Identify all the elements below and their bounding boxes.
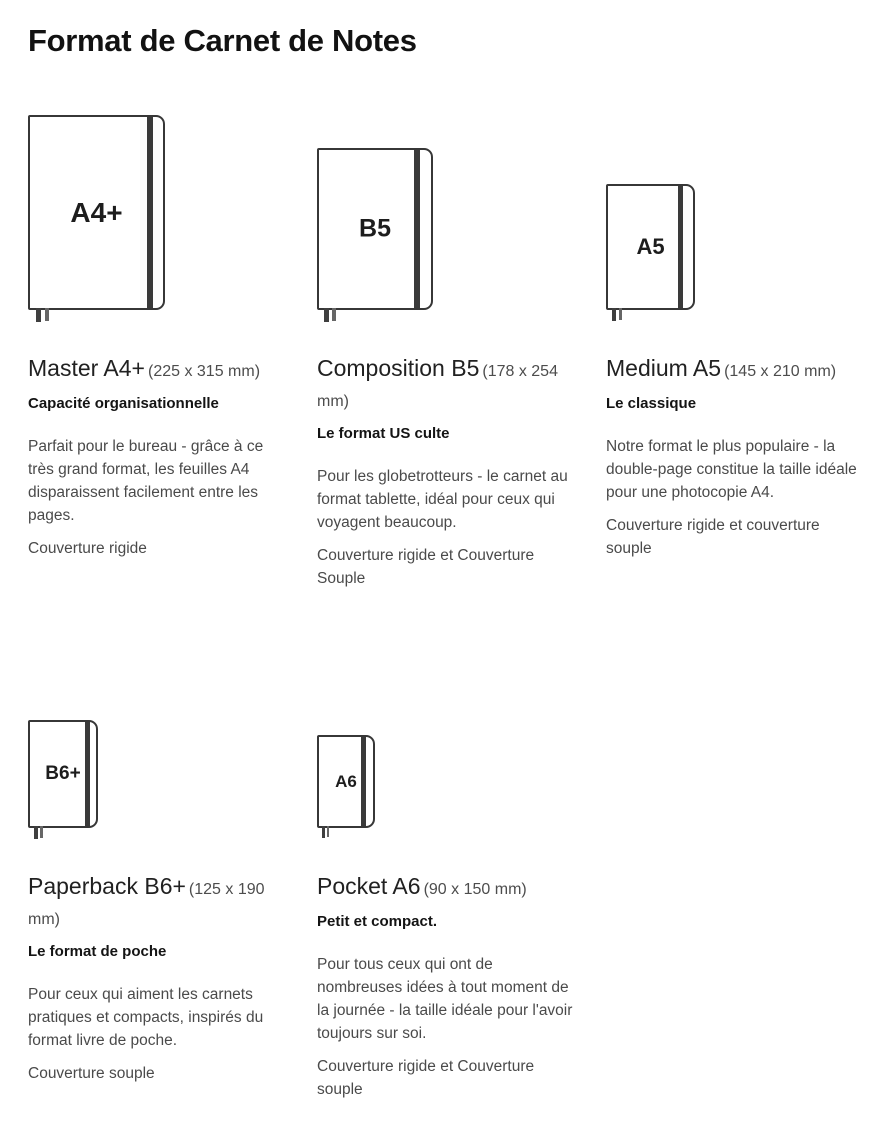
product-tagline: Le format US culte bbox=[317, 425, 450, 442]
product-dimensions: (225 x 315 mm) bbox=[147, 363, 261, 380]
bookmark-ribbon-icon bbox=[34, 826, 38, 839]
product-card-pocket-a6 bbox=[317, 720, 577, 1101]
notebook-size-label: B6+ bbox=[45, 763, 81, 784]
product-card-master-a4plus bbox=[28, 115, 288, 560]
notebook-size-label: A5 bbox=[636, 234, 665, 259]
notebook-figure-b6plus bbox=[28, 720, 288, 842]
product-description: Pour ceux qui aiment les carnets pratiques et compacts, inspirés du format livre de poche. bbox=[28, 986, 264, 1049]
notebook-figure-b5 bbox=[317, 115, 577, 324]
format-row-2 bbox=[28, 720, 864, 1101]
elastic-band-icon bbox=[361, 737, 366, 826]
product-description: Pour tous ceux qui ont de nombreuses idées à tout moment de la journée - la taille idéale pour l'avoir toujours sur soi. bbox=[317, 956, 573, 1042]
product-cover-options: Couverture rigide et couverture souple bbox=[606, 517, 820, 557]
product-name bbox=[28, 873, 288, 933]
page-container bbox=[0, 23, 890, 1101]
product-description: Pour les globetrotteurs - le carnet au format tablette, idéal pour ceux qui voyagent beaucoup. bbox=[317, 468, 568, 531]
product-cover-options: Couverture rigide et Couverture Souple bbox=[317, 547, 535, 587]
product-name bbox=[317, 355, 577, 415]
product-cover-options: Couverture rigide bbox=[28, 540, 147, 557]
elastic-band-icon bbox=[85, 722, 90, 826]
notebook-illustration-a4plus bbox=[28, 115, 165, 310]
notebook-size-label: A4+ bbox=[70, 196, 123, 228]
product-dimensions: (178 x 254 mm) bbox=[317, 363, 558, 410]
elastic-band-icon bbox=[678, 186, 683, 308]
format-row-1 bbox=[28, 115, 864, 590]
product-tagline: Capacité organisationnelle bbox=[28, 395, 219, 412]
notebook-illustration-a5 bbox=[606, 184, 695, 310]
product-card-paperback-b6plus bbox=[28, 720, 288, 1085]
product-dimensions: (125 x 190 mm) bbox=[28, 881, 265, 928]
elastic-band-icon bbox=[147, 117, 153, 308]
bookmark-ribbon-icon bbox=[36, 308, 41, 322]
elastic-band-icon bbox=[414, 150, 420, 308]
product-name-text: Pocket A6 bbox=[317, 873, 421, 899]
notebook-size-label: A6 bbox=[335, 771, 357, 791]
product-dimensions: (90 x 150 mm) bbox=[423, 881, 527, 898]
product-tagline: Le format de poche bbox=[28, 943, 167, 960]
bookmark-ribbon-icon bbox=[40, 826, 43, 838]
notebook-figure-a4plus bbox=[28, 115, 288, 324]
notebook-illustration-b6plus bbox=[28, 720, 98, 828]
product-description: Parfait pour le bureau - grâce à ce très grand format, les feuilles A4 disparaissent facilement entre les pages. bbox=[28, 438, 264, 524]
notebook-size-label: B5 bbox=[359, 214, 391, 243]
page-title: Format de Carnet de Notes bbox=[28, 23, 417, 58]
bookmark-ribbon-icon bbox=[322, 826, 325, 838]
bookmark-ribbon-icon bbox=[619, 308, 622, 320]
product-dimensions: (145 x 210 mm) bbox=[724, 363, 837, 380]
product-name-text: Master A4+ bbox=[28, 355, 145, 381]
product-description: Notre format le plus populaire - la double-page constitue la taille idéale pour une photocopie A4. bbox=[606, 438, 857, 501]
product-tagline: Le classique bbox=[606, 395, 697, 412]
product-name bbox=[28, 355, 288, 385]
bookmark-ribbon-icon bbox=[332, 308, 336, 321]
product-name-text: Composition B5 bbox=[317, 355, 480, 381]
notebook-illustration-a6 bbox=[317, 735, 375, 828]
notebook-figure-a6 bbox=[317, 720, 577, 842]
bookmark-ribbon-icon bbox=[612, 308, 616, 321]
product-name-text: Medium A5 bbox=[606, 355, 722, 381]
product-card-medium-a5 bbox=[606, 115, 866, 560]
bookmark-ribbon-icon bbox=[324, 308, 329, 322]
notebook-figure-a5 bbox=[606, 115, 866, 324]
bookmark-ribbon-icon bbox=[327, 826, 329, 837]
notebook-illustration-b5 bbox=[317, 148, 433, 310]
product-cover-options: Couverture souple bbox=[28, 1065, 155, 1082]
product-name bbox=[317, 873, 577, 903]
product-tagline: Petit et compact. bbox=[317, 913, 438, 930]
bookmark-ribbon-icon bbox=[45, 308, 49, 321]
product-name-text: Paperback B6+ bbox=[28, 873, 186, 899]
product-cover-options: Couverture rigide et Couverture souple bbox=[317, 1058, 535, 1098]
product-name bbox=[606, 355, 866, 385]
product-card-composition-b5 bbox=[317, 115, 577, 590]
